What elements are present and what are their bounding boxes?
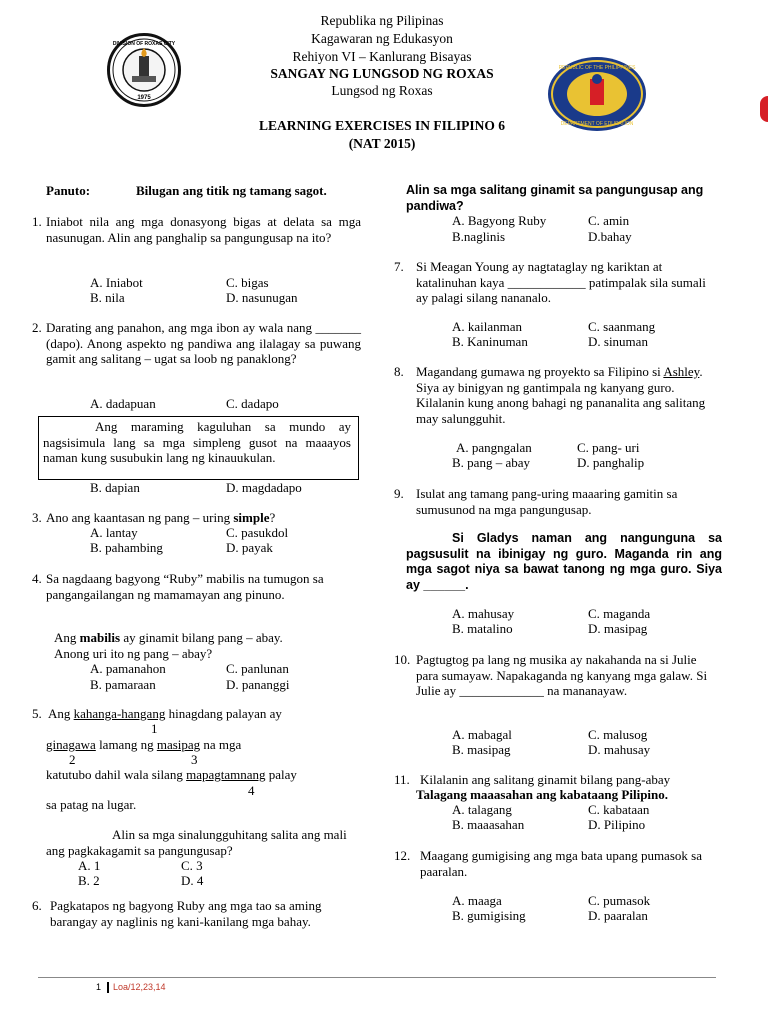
q3-option-b: B. pahambing xyxy=(90,540,163,555)
q10-option-b: B. masipag xyxy=(452,742,511,757)
q6-continued-question: Alin sa mga salitang ginamit sa pangungusap ang pandiwa? xyxy=(406,183,704,213)
q1-option-b: B. nila xyxy=(90,290,125,305)
q3-option-a: A. lantay xyxy=(90,525,138,540)
q8-option-a: A. pangngalan xyxy=(456,440,532,455)
q5-marker-3: 3 xyxy=(191,752,198,767)
q5-line2-mid: lamang ng xyxy=(95,737,157,752)
q5-word2: ginagawa xyxy=(46,737,96,752)
q5-line1-post: hinagdang palayan ay xyxy=(165,706,282,721)
q5-line1-pre: Ang xyxy=(48,706,74,721)
q4-option-b: B. pamaraan xyxy=(90,677,156,692)
q7-option-b: B. Kaninuman xyxy=(452,334,528,349)
q8-underlined-word: Ashley xyxy=(663,364,700,379)
q9-option-b: B. matalino xyxy=(452,621,513,636)
q9-text: Isulat ang tamang pang-uring maaaring gamitin sa sumusunod na mga pangungusap. xyxy=(416,486,678,517)
q5-line2 xyxy=(46,737,241,753)
q3-text-pre: Ano ang kaantasan ng pang – uring xyxy=(46,510,234,525)
header-city: Lungsod ng Roxas xyxy=(331,83,433,98)
division-seal-text: DIVISION OF ROXAS CITY xyxy=(112,41,176,47)
division-seal-year: 1975 xyxy=(137,95,151,101)
q8-number: 8. xyxy=(394,364,404,379)
q3-text-post: ? xyxy=(269,510,276,525)
q6-option-a: A. Bagyong Ruby xyxy=(452,213,547,228)
q4-question: Anong uri ito ng pang – abay? xyxy=(54,646,213,661)
footer-rule xyxy=(38,977,716,978)
q1-text: Iniabot nila ang mga donasyong bigas at delata sa mga nasunugan. Alin ang panghalip sa pangungusap na ito? xyxy=(46,214,361,245)
q1-option-c: C. bigas xyxy=(226,275,269,290)
q12-option-c: C. pumasok xyxy=(588,893,651,908)
q1-number: 1. xyxy=(32,214,42,229)
q4-number: 4. xyxy=(32,571,42,586)
q5-option-a: A. 1 xyxy=(78,858,101,873)
division-seal-graphic xyxy=(110,36,178,104)
q11-option-d: D. Pilipino xyxy=(588,817,646,832)
q9-number: 9. xyxy=(394,486,404,501)
deped-seal-text: REPUBLIC OF THE PHILIPPINES xyxy=(558,65,636,71)
q5-question: Alin sa mga sinalungguhitang salita ang mali ang pagkakagamit sa pangungusap? xyxy=(46,827,347,858)
q5-line2-post: na mga xyxy=(200,737,242,752)
q5-option-d: D. 4 xyxy=(181,873,204,888)
deped-seal xyxy=(548,57,646,131)
q5-option-b: B. 2 xyxy=(78,873,100,888)
passage-text: Ang maraming kaguluhan sa mundo ay nagsisimula lang sa mga simpleng gusot na maaayos naman kung susubukin lang ng kinauukulan. xyxy=(43,419,351,465)
q5-line3-post: palay xyxy=(265,767,297,782)
q5-word3: masipag xyxy=(156,737,201,752)
q5-marker-1: 1 xyxy=(151,721,158,736)
q2-option-b: B. dapian xyxy=(90,480,140,495)
q11-number: 11. xyxy=(394,772,410,787)
edge-red-mark xyxy=(760,96,768,122)
q7-option-c: C. saanmang xyxy=(588,319,656,334)
q8-text-pre: Magandang gumawa ng proyekto sa Filipino si xyxy=(416,364,664,379)
q5-word1: kahanga-hangang xyxy=(73,706,166,721)
q3-text-bold: simple xyxy=(233,510,270,525)
q2-option-c: C. dadapo xyxy=(226,396,279,411)
q11-text: Kilalanin ang salitang ginamit bilang pang-abay xyxy=(420,772,671,787)
q4-statement-post: ay ginamit bilang pang – abay. xyxy=(120,630,283,645)
q5-marker-4: 4 xyxy=(248,783,255,798)
document-title: LEARNING EXERCISES IN FILIPINO 6 xyxy=(258,118,506,133)
header-region: Rehiyon VI – Kanlurang Bisayas xyxy=(292,49,472,64)
q3-text xyxy=(46,510,361,526)
page-number: 1 xyxy=(96,982,102,992)
q10-option-a: A. mabagal xyxy=(452,727,512,742)
q4-statement-bold: mabilis xyxy=(79,630,121,645)
q2-option-a: A. dadapuan xyxy=(90,396,156,411)
q9-passage: Si Gladys naman ang nangunguna sa pagsusulit na ibinigay ng guro. Maganda rin ang mga sagot niya sa bawat tanong ng mga guro. Siya ay ______. xyxy=(406,531,722,592)
q8-option-d: D. panghalip xyxy=(577,455,645,470)
q2-option-d: D. magdadapo xyxy=(226,480,302,495)
q12-option-d: D. paaralan xyxy=(588,908,648,923)
q4-statement xyxy=(54,630,283,646)
q2-number: 2. xyxy=(32,320,42,335)
q12-number: 12. xyxy=(394,848,411,863)
footer-code: Loa/12,23,14 xyxy=(113,982,166,992)
q11-option-b: B. maaasahan xyxy=(452,817,525,832)
q7-number: 7. xyxy=(394,259,404,274)
q11-option-a: A. talagang xyxy=(452,802,512,817)
q9-option-c: C. maganda xyxy=(588,606,651,621)
q4-option-a: A. pamanahon xyxy=(90,661,166,676)
q9-option-d: D. masipag xyxy=(588,621,648,636)
q12-option-b: B. gumigising xyxy=(452,908,526,923)
q5-word4: mapagtamnang xyxy=(186,767,266,782)
q12-text: Maagang gumigising ang mga bata upang pumasok sa paaralan. xyxy=(420,848,702,879)
q7-option-d: D. sinuman xyxy=(588,334,648,349)
header-republic: Republika ng Pilipinas xyxy=(320,13,444,28)
instructions-text: Bilugan ang titik ng tamang sagot. xyxy=(136,183,327,198)
q10-number: 10. xyxy=(394,652,411,667)
header-division: SANGAY NG LUNGSOD NG ROXAS xyxy=(270,66,494,81)
q6-option-c: C. amin xyxy=(588,213,630,228)
deped-seal-graphic xyxy=(548,57,646,131)
deped-seal-text2: DEPARTMENT OF EDUCATION xyxy=(560,121,634,127)
q7-option-a: A. kailanman xyxy=(452,319,523,334)
q10-option-d: D. mahusay xyxy=(588,742,651,757)
q11-option-c: C. kabataan xyxy=(588,802,650,817)
q5-marker-2: 2 xyxy=(69,752,76,767)
q6-number: 6. xyxy=(32,898,42,913)
q6-option-b: B.naglinis xyxy=(452,229,506,244)
division-seal xyxy=(107,33,181,107)
q4-option-c: C. panlunan xyxy=(226,661,289,676)
q2-text: Darating ang panahon, ang mga ibon ay wala nang _______ (dapo). Anong aspekto ng pandiwa ang ilalagay sa puwang gamit ang salitang – ugat sa loob ng panaklong? xyxy=(46,320,361,366)
q5-line3-pre: katutubo dahil wala silang xyxy=(46,767,187,782)
document-subtitle: (NAT 2015) xyxy=(348,136,416,151)
q3-option-c: C. pasukdol xyxy=(226,525,289,540)
q5-line1 xyxy=(48,706,282,722)
q3-number: 3. xyxy=(32,510,42,525)
q8-option-c: C. pang- uri xyxy=(577,440,640,455)
q5-number: 5. xyxy=(32,706,42,721)
q4-option-d: D. pananggi xyxy=(226,677,290,692)
q5-line4: sa patag na lugar. xyxy=(46,797,137,812)
q4-text: Sa nagdaang bagyong “Ruby” mabilis na tumugon sa pangangailangan ng mamamayan ang pinuno. xyxy=(46,571,324,602)
q8-text-post: . Siya ay binigyan ng gantimpala ng kanyang guro. Kilalanin kung anong bahagi ng pananalita ang salitang may salungguhit. xyxy=(416,364,706,426)
q5-line3 xyxy=(46,767,297,783)
q6-option-d: D.bahay xyxy=(588,229,632,244)
footer-separator xyxy=(107,982,109,993)
q1-option-d: D. nasunugan xyxy=(226,290,298,305)
q1-option-a: A. Iniabot xyxy=(90,275,143,290)
q5-option-c: C. 3 xyxy=(181,858,203,873)
q9-option-a: A. mahusay xyxy=(452,606,515,621)
q7-text: Si Meagan Young ay nagtataglay ng kariktan at katalinuhan kaya ____________ patimpalak sila sumali ay palagi silang nananalo. xyxy=(416,259,706,305)
q8-text xyxy=(416,364,726,426)
q10-option-c: C. malusog xyxy=(588,727,648,742)
q10-text: Pagtugtog pa lang ng musika ay nakahanda na si Julie para sumayaw. Napakaganda ng kanyang mga galaw. Si Julie ay _____________ na mananayaw. xyxy=(416,652,708,698)
q3-option-d: D. payak xyxy=(226,540,273,555)
q6-text: Pagkatapos ng bagyong Ruby ang mga tao sa aming barangay ay naglinis ng kani-kanilang mga bahay. xyxy=(50,898,322,929)
q4-statement-pre: Ang xyxy=(54,630,80,645)
header-department: Kagawaran ng Edukasyon xyxy=(311,31,453,46)
instructions-label: Panuto: xyxy=(46,183,91,198)
q11-sentence: Talagang maaasahan ang kabataang Pilipino. xyxy=(416,787,669,802)
q12-option-a: A. maaga xyxy=(452,893,502,908)
q8-option-b: B. pang – abay xyxy=(452,455,530,470)
